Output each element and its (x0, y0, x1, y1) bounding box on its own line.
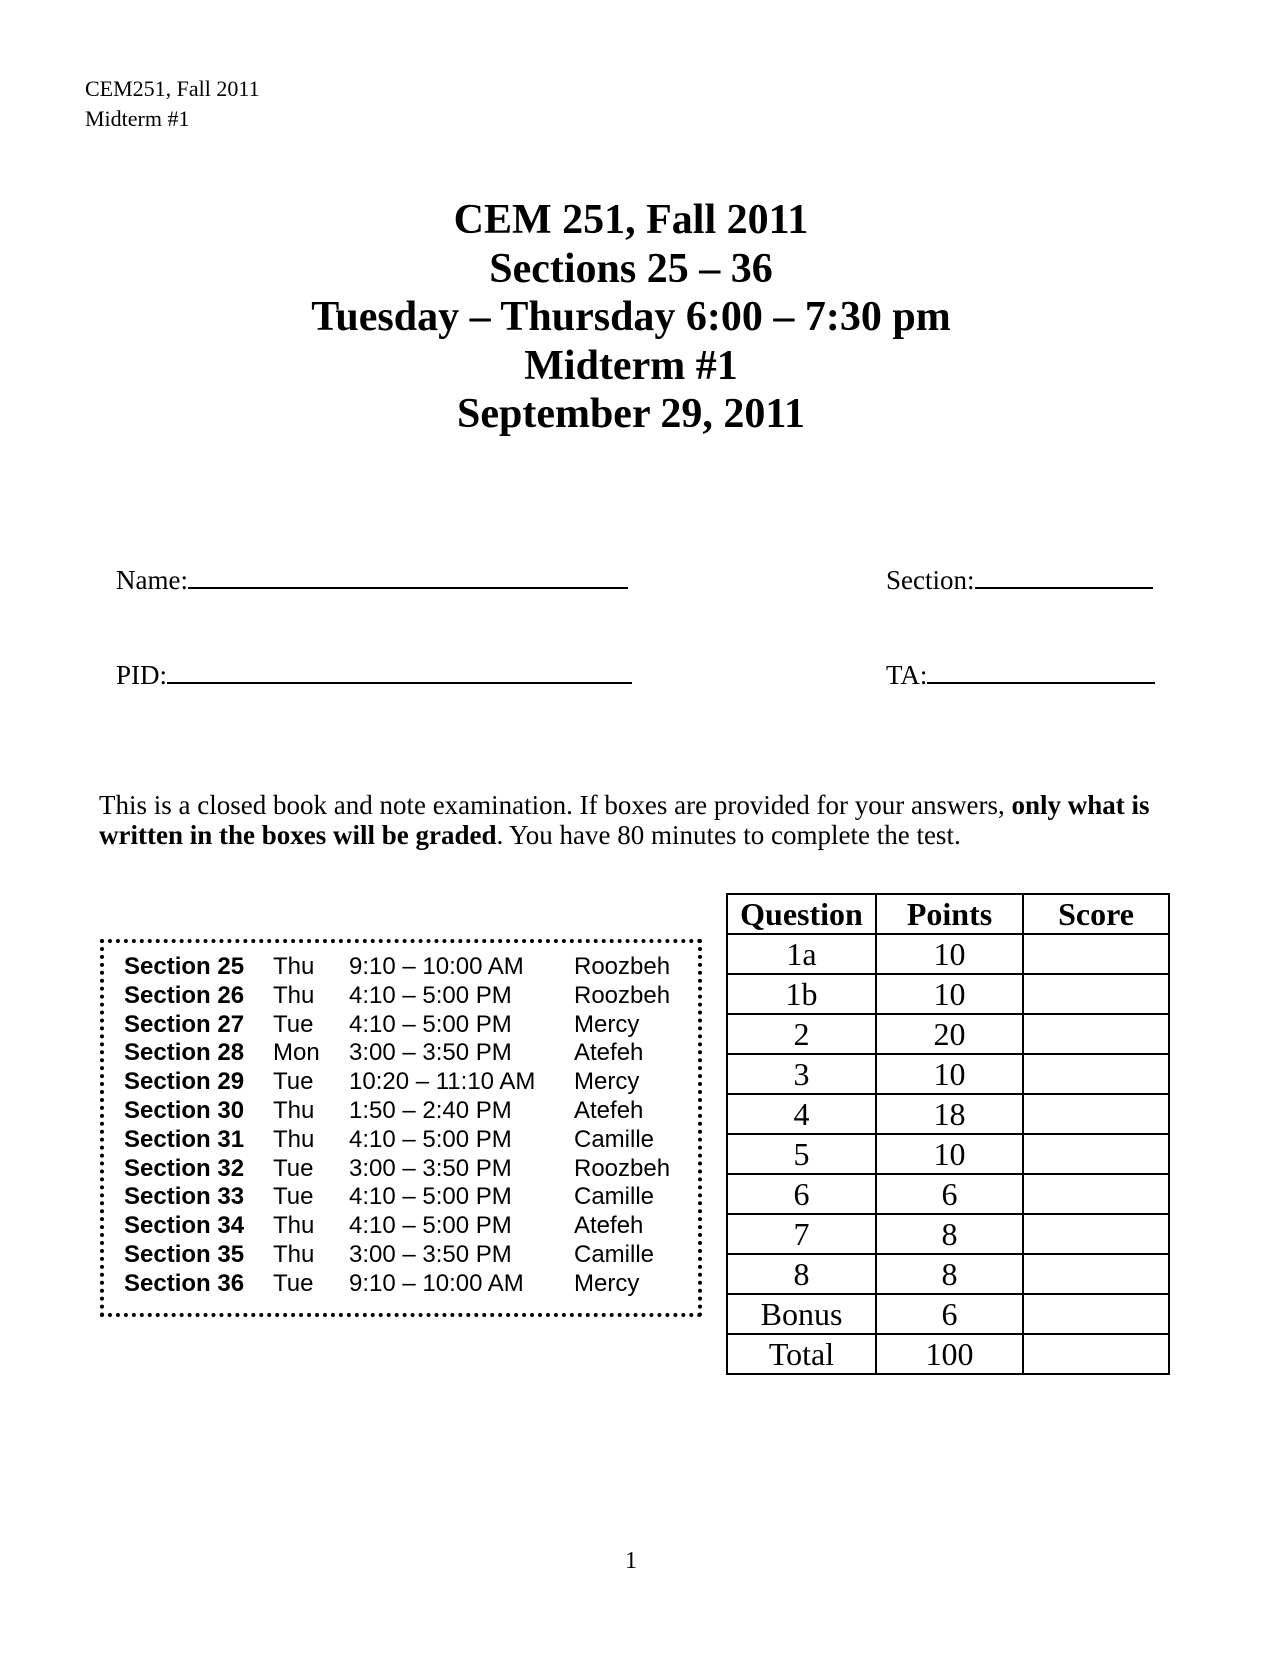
question-cell: 7 (727, 1214, 876, 1254)
points-cell: 20 (876, 1014, 1023, 1054)
score-row (727, 1014, 1169, 1054)
section-ta: Atefeh (574, 1096, 644, 1124)
title-date: September 29, 2011 (456, 391, 806, 437)
header-score: Score (1023, 894, 1169, 934)
score-row (727, 1214, 1169, 1254)
section-ta: Camille (574, 1240, 655, 1268)
section-row (124, 982, 670, 1011)
section-number: Section 30 (124, 1096, 245, 1124)
score-cell[interactable] (1023, 1174, 1169, 1214)
section-time: 3:00 – 3:50 PM (349, 1154, 512, 1182)
section-time: 4:10 – 5:00 PM (349, 1125, 512, 1153)
section-day: Tue (273, 1010, 314, 1038)
question-cell: Total (727, 1334, 876, 1374)
section-day: Tue (273, 1154, 314, 1182)
question-cell: 8 (727, 1254, 876, 1294)
name-blank[interactable] (188, 561, 628, 589)
points-cell: 8 (876, 1214, 1023, 1254)
section-number: Section 33 (124, 1183, 245, 1211)
section-row (124, 1241, 670, 1270)
section-day: Thu (273, 1212, 315, 1240)
score-cell[interactable] (1023, 1094, 1169, 1134)
question-cell: 1a (727, 934, 876, 974)
section-day: Tue (273, 1269, 314, 1297)
score-row (727, 1054, 1169, 1094)
title-schedule: Tuesday – Thursday 6:00 – 7:30 pm (311, 294, 951, 340)
title-course: CEM 251, Fall 2011 (453, 197, 809, 243)
pid-blank[interactable] (167, 656, 632, 684)
section-day: Thu (273, 1096, 315, 1124)
section-schedule-box (100, 939, 702, 1317)
score-row (727, 934, 1169, 974)
section-ta: Roozbeh (574, 981, 671, 1009)
score-cell[interactable] (1023, 1134, 1169, 1174)
section-ta: Mercy (574, 1269, 640, 1297)
section-number: Section 28 (124, 1039, 245, 1067)
section-ta: Roozbeh (574, 1154, 671, 1182)
points-cell: 10 (876, 974, 1023, 1014)
exam-title (0, 196, 1262, 439)
score-row (727, 1134, 1169, 1174)
section-time: 1:50 – 2:40 PM (349, 1096, 512, 1124)
section-label: Section: (886, 565, 975, 595)
section-time: 4:10 – 5:00 PM (349, 1212, 512, 1240)
section-field[interactable] (886, 561, 1153, 597)
section-number: Section 27 (124, 1010, 245, 1038)
score-row (727, 1334, 1169, 1374)
ta-field[interactable] (886, 656, 1155, 692)
score-cell[interactable] (1023, 1214, 1169, 1254)
instructions-text-2: . You have 80 minutes to complete the test. (496, 820, 961, 850)
header-points: Points (876, 894, 1023, 934)
section-row (124, 1068, 670, 1097)
section-ta: Camille (574, 1125, 655, 1153)
section-number: Section 34 (124, 1212, 245, 1240)
name-label: Name: (116, 565, 188, 595)
points-cell: 18 (876, 1094, 1023, 1134)
question-cell: Bonus (727, 1294, 876, 1334)
running-header (85, 74, 260, 134)
section-schedule-table (124, 953, 670, 1299)
score-table (726, 893, 1170, 1375)
section-row (124, 953, 670, 982)
section-row (124, 1039, 670, 1068)
points-cell: 10 (876, 1054, 1023, 1094)
points-cell: 8 (876, 1254, 1023, 1294)
question-cell: 5 (727, 1134, 876, 1174)
section-time: 4:10 – 5:00 PM (349, 1010, 512, 1038)
section-row (124, 1183, 670, 1212)
section-ta: Mercy (574, 1010, 640, 1038)
section-ta: Camille (574, 1183, 655, 1211)
instructions-bold: only what is written in the boxes will be graded (99, 790, 1150, 850)
pid-field[interactable] (116, 656, 632, 692)
name-field[interactable] (116, 561, 628, 597)
section-time: 9:10 – 10:00 AM (349, 953, 524, 980)
points-cell: 6 (876, 1174, 1023, 1214)
section-time: 4:10 – 5:00 PM (349, 981, 512, 1009)
section-number: Section 32 (124, 1154, 245, 1182)
score-cell[interactable] (1023, 1054, 1169, 1094)
title-midterm: Midterm #1 (524, 342, 738, 389)
section-ta: Mercy (574, 1068, 640, 1096)
section-row (124, 1011, 670, 1040)
section-day: Thu (273, 981, 315, 1009)
score-cell[interactable] (1023, 1334, 1169, 1374)
instructions-text-1: This is a closed book and note examination. If boxes are provided for your answers, (99, 790, 1012, 820)
points-cell: 10 (876, 934, 1023, 974)
section-time: 9:10 – 10:00 AM (349, 1269, 524, 1297)
score-table-header (727, 894, 1169, 934)
section-number: Section 35 (124, 1240, 245, 1268)
score-cell[interactable] (1023, 1254, 1169, 1294)
score-row (727, 1174, 1169, 1214)
section-number: Section 29 (124, 1068, 245, 1096)
section-ta: Roozbeh (574, 953, 671, 980)
section-day: Thu (273, 1125, 315, 1153)
question-cell: 6 (727, 1174, 876, 1214)
score-row (727, 974, 1169, 1014)
section-row (124, 1126, 670, 1155)
section-day: Tue (273, 1068, 314, 1096)
question-cell: 1b (727, 974, 876, 1014)
question-cell: 3 (727, 1054, 876, 1094)
score-cell[interactable] (1023, 1294, 1169, 1334)
section-number: Section 26 (124, 981, 245, 1009)
score-row (727, 1094, 1169, 1134)
score-row (727, 1254, 1169, 1294)
question-cell: 4 (727, 1094, 876, 1134)
ta-label: TA: (886, 660, 928, 690)
score-cell[interactable] (1023, 934, 1169, 974)
section-ta: Atefeh (574, 1039, 644, 1067)
page-number: 1 (625, 1548, 637, 1574)
section-blank[interactable] (975, 561, 1153, 589)
section-ta: Atefeh (574, 1212, 644, 1240)
score-cell[interactable] (1023, 974, 1169, 1014)
section-time: 4:10 – 5:00 PM (349, 1183, 512, 1211)
score-cell[interactable] (1023, 1014, 1169, 1054)
header-course: CEM251, Fall 2011 (85, 76, 260, 101)
header-question: Question (727, 894, 876, 934)
question-cell: 2 (727, 1014, 876, 1054)
pid-label: PID: (116, 660, 168, 690)
score-row (727, 1294, 1169, 1334)
header-exam: Midterm #1 (85, 106, 190, 131)
ta-blank[interactable] (927, 656, 1155, 684)
points-cell: 6 (876, 1294, 1023, 1334)
section-number: Section 31 (124, 1125, 245, 1153)
instructions (99, 790, 1179, 850)
section-row (124, 1270, 670, 1299)
section-time: 3:00 – 3:50 PM (349, 1240, 512, 1268)
points-cell: 100 (876, 1334, 1023, 1374)
section-number: Section 36 (124, 1269, 245, 1297)
section-day: Mon (273, 1039, 320, 1067)
points-cell: 10 (876, 1134, 1023, 1174)
section-day: Thu (273, 1240, 315, 1268)
section-time: 3:00 – 3:50 PM (349, 1039, 512, 1067)
section-number: Section 25 (124, 953, 245, 980)
title-sections: Sections 25 – 36 (489, 245, 773, 292)
section-row (124, 1155, 670, 1184)
section-day: Tue (273, 1183, 314, 1211)
section-row (124, 1212, 670, 1241)
section-row (124, 1097, 670, 1126)
section-day: Thu (273, 953, 315, 980)
section-time: 10:20 – 11:10 AM (349, 1068, 536, 1096)
